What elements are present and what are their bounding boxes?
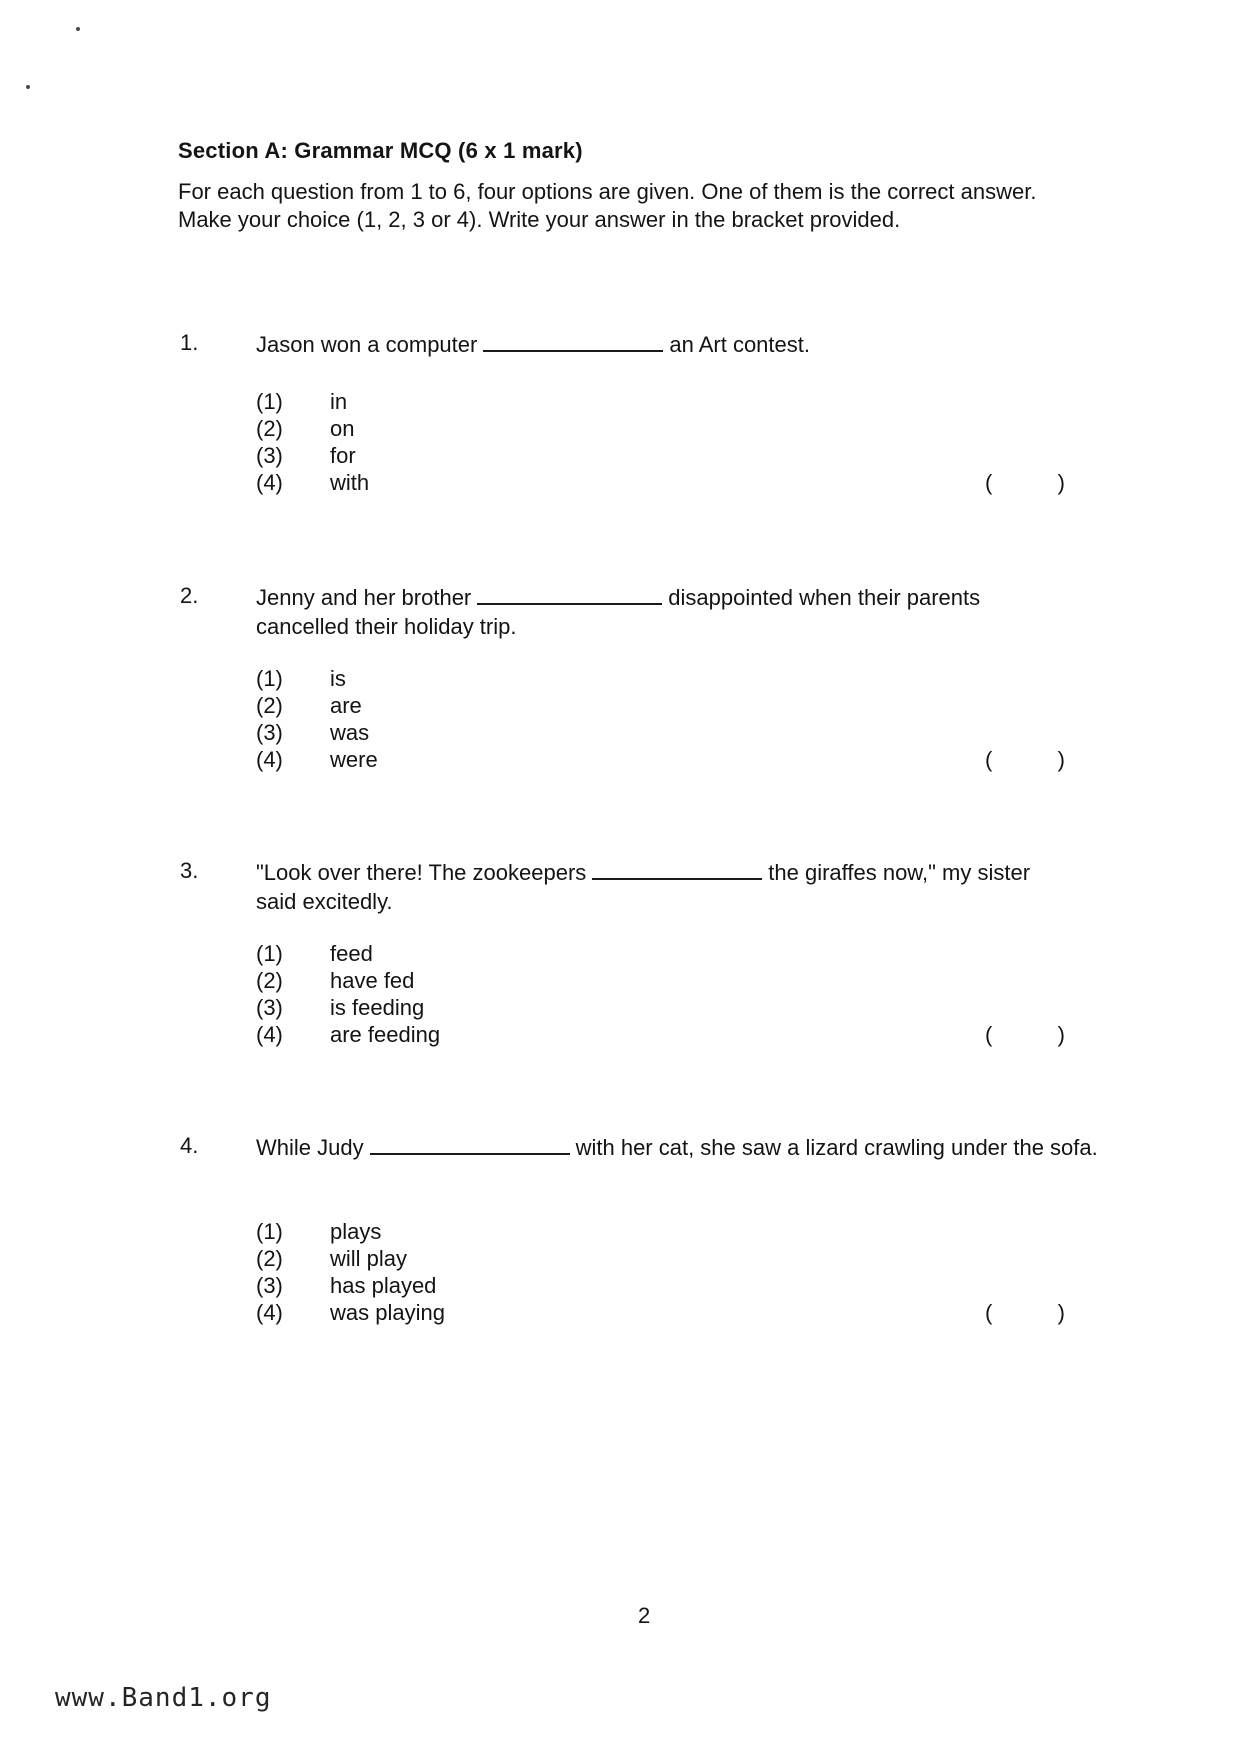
question-4-stem-before: While Judy [256, 1135, 364, 1160]
option-number: (4) [256, 1300, 283, 1325]
question-3-stem-after: the giraffes now," my sister said excitedly. [256, 860, 1031, 914]
option-label: are feeding [330, 1022, 441, 1047]
option-number: (2) [256, 1246, 283, 1271]
answer-bracket [985, 1299, 1065, 1326]
option-row [256, 442, 369, 469]
question-3-number: 3. [180, 858, 199, 883]
bracket-close: ) [1057, 1022, 1065, 1047]
answer-blank [370, 1137, 570, 1155]
question-1-stem-after: an Art contest. [669, 332, 810, 357]
answer-bracket [985, 746, 1065, 773]
option-number: (3) [256, 1273, 283, 1298]
option-row [256, 388, 369, 415]
option-label: have fed [330, 968, 415, 993]
option-row [256, 746, 378, 773]
question-2-number: 2. [180, 583, 199, 608]
option-number: (3) [256, 995, 283, 1020]
option-label: has played [330, 1273, 437, 1298]
scan-speck [76, 27, 80, 31]
option-row [256, 469, 369, 496]
answer-blank [477, 587, 662, 605]
question-3-stem-before: "Look over there! The zookeepers [256, 860, 587, 885]
option-label: with [330, 470, 370, 495]
section-title: Section A: Grammar MCQ (6 x 1 mark) [178, 138, 583, 163]
option-row [256, 1299, 445, 1326]
option-label: was playing [330, 1300, 445, 1325]
option-label: for [330, 443, 356, 468]
answer-blank [592, 862, 762, 880]
bracket-close: ) [1057, 1300, 1065, 1325]
option-label: is [330, 666, 346, 691]
option-row [256, 1272, 445, 1299]
question-1-options [256, 388, 369, 496]
bracket-close: ) [1057, 747, 1065, 772]
option-row [256, 1218, 445, 1245]
option-number: (4) [256, 470, 283, 495]
question-4-number: 4. [180, 1133, 199, 1158]
question-2-options [256, 665, 378, 773]
option-number: (2) [256, 693, 283, 718]
watermark-text: www.Band1.org [55, 1683, 272, 1713]
option-label: are [330, 693, 362, 718]
bracket-open: ( [985, 1022, 993, 1047]
option-row [256, 940, 440, 967]
option-number: (2) [256, 416, 283, 441]
option-row [256, 719, 378, 746]
bracket-close: ) [1057, 470, 1065, 495]
option-number: (3) [256, 443, 283, 468]
scan-speck [26, 85, 30, 89]
question-1-stem-before: Jason won a computer [256, 332, 478, 357]
answer-blank [483, 334, 663, 352]
option-row [256, 415, 369, 442]
option-label: plays [330, 1219, 382, 1244]
option-number: (1) [256, 1219, 283, 1244]
question-4-options [256, 1218, 445, 1326]
option-row [256, 967, 440, 994]
answer-bracket [985, 469, 1065, 496]
option-label: is feeding [330, 995, 425, 1020]
question-1-number: 1. [180, 330, 199, 355]
option-number: (1) [256, 389, 283, 414]
option-label: will play [330, 1246, 408, 1271]
question-4-stem [256, 1133, 1146, 1162]
question-3-stem [256, 858, 1056, 916]
option-number: (3) [256, 720, 283, 745]
option-row [256, 692, 378, 719]
bracket-open: ( [985, 1300, 993, 1325]
option-number: (4) [256, 1022, 283, 1047]
question-2-stem-after: disappointed when their parents cancelled their holiday trip. [256, 585, 981, 639]
question-2-stem [256, 583, 1066, 641]
option-number: (4) [256, 747, 283, 772]
answer-bracket [985, 1021, 1065, 1048]
option-label: in [330, 389, 348, 414]
option-label: on [330, 416, 355, 441]
option-number: (1) [256, 666, 283, 691]
option-number: (1) [256, 941, 283, 966]
option-number: (2) [256, 968, 283, 993]
question-3-options [256, 940, 440, 1048]
question-2-stem-before: Jenny and her brother [256, 585, 472, 610]
question-4-stem-after: with her cat, she saw a lizard crawling under the sofa. [575, 1135, 1098, 1160]
option-row [256, 1021, 440, 1048]
option-row [256, 1245, 445, 1272]
option-row [256, 665, 378, 692]
option-row [256, 994, 440, 1021]
page-number: 2 [638, 1603, 651, 1628]
bracket-open: ( [985, 470, 993, 495]
option-label: was [330, 720, 370, 745]
option-label: were [330, 747, 378, 772]
option-label: feed [330, 941, 373, 966]
bracket-open: ( [985, 747, 993, 772]
question-1-stem [256, 330, 976, 359]
section-instructions: For each question from 1 to 6, four options are given. One of them is the correct answer. Make your choice (1, 2, 3 or 4). Write your answer in the bracket provided. [178, 179, 1037, 232]
